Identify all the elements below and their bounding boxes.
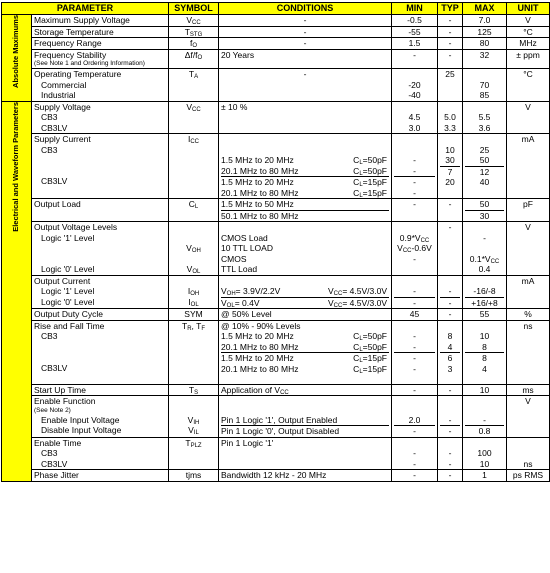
min-cell: 4.5 3.0 [392, 101, 438, 134]
max-cell: - $0.1*V_{CC}$ 0.4 [463, 222, 507, 276]
symbol-cell: $f_O$ [169, 38, 219, 50]
min-cell: -20 -40 [392, 69, 438, 102]
table-row [2, 134, 550, 199]
unit-cell: V [507, 15, 550, 27]
condition-cell: ± 10 % [219, 101, 392, 134]
min-cell: $0.9*V_{CC}$ $V_{CC}-0.6V$ - [392, 222, 438, 276]
min-cell: - [392, 49, 438, 69]
table-row [2, 309, 550, 321]
specifications-table [1, 2, 550, 482]
max-cell: 70 85 [463, 69, 507, 102]
typ-cell: - [438, 384, 463, 396]
table-row [2, 437, 550, 470]
unit-cell: V [507, 396, 550, 438]
min-cell: 2.0 - [392, 396, 438, 438]
condition-cell: - [219, 38, 392, 50]
max-cell: - 0.8 [463, 396, 507, 438]
max-cell: 10 8 8 4 [463, 320, 507, 384]
min-cell: - - - - [392, 320, 438, 384]
symbol-cell: $T_S$ [169, 384, 219, 396]
param-cell: Enable Time CB3 CB3LV [32, 437, 169, 470]
max-cell: 5.5 3.6 [463, 101, 507, 134]
unit-cell: ns [507, 320, 550, 384]
min-cell: - [392, 384, 438, 396]
unit-cell: ± ppm [507, 49, 550, 69]
header-unit: UNIT [507, 3, 550, 15]
symbol-cell: $I_{OH}$ $I_{OL}$ [169, 275, 219, 309]
symbol-cell: tjms [169, 470, 219, 482]
table-row [2, 199, 550, 222]
param-cell: Output Voltage Levels Logic '1' Level Logic '0' Level [32, 222, 169, 276]
param-cell: Output Load [32, 199, 169, 222]
unit-cell: V [507, 101, 550, 134]
unit-cell: % [507, 309, 550, 321]
param-cell: Frequency Stability (See Note 1 and Ordering Information) [32, 49, 169, 69]
typ-cell: - [438, 26, 463, 38]
header-parameter: PARAMETER [2, 3, 169, 15]
table-row [2, 396, 550, 438]
condition-cell: - [219, 15, 392, 27]
typ-cell: - [438, 470, 463, 482]
typ-cell: - - [438, 275, 463, 309]
typ-cell: - [438, 222, 463, 276]
note-text: (See Note 2) [34, 406, 71, 414]
param-cell: Supply Current CB3 CB3LV [32, 134, 169, 199]
typ-cell: - [438, 199, 463, 222]
symbol-cell: $T_{PLZ}$ [169, 437, 219, 470]
typ-cell: - [438, 309, 463, 321]
condition-cell: 1.5 MHz to 20 MHz $C_L=50pF$ 20.1 MHz to 80 MHz $C_L=50pF$ 1.5 MHz to 20 MHz $C_L=15pF$ 20.1 MHz to 80 MHz $C_L=15pF$ [219, 134, 392, 199]
max-cell: -16/-8 +16/+8 [463, 275, 507, 309]
param-cell: Enable Function (See Note 2) Enable Input Voltage Disable Input Voltage [32, 396, 169, 438]
min-cell: - - [392, 437, 438, 470]
condition-cell: - [219, 69, 392, 102]
condition-cell: @ 50% Level [219, 309, 392, 321]
unit-cell: °C [507, 69, 550, 102]
symbol-cell: $V_{OH}$ $V_{OL}$ [169, 222, 219, 276]
symbol-cell: $T_{STG}$ [169, 26, 219, 38]
section-absolute-maximums [2, 15, 32, 102]
table-row [2, 38, 550, 50]
max-cell: 7.0 [463, 15, 507, 27]
unit-cell: V [507, 222, 550, 276]
condition-cell: Bandwidth 12 kHz - 20 MHz [219, 470, 392, 482]
condition-cell: Pin 1 Logic '1' [219, 437, 392, 470]
max-cell: 10 [463, 384, 507, 396]
typ-cell: - - [438, 437, 463, 470]
header-min: MIN [392, 3, 438, 15]
section-electrical-waveform [2, 101, 32, 481]
typ-cell: 8 4 6 3 [438, 320, 463, 384]
section-label: Electrical and Waveform Parameters [11, 101, 21, 232]
max-cell: 55 [463, 309, 507, 321]
min-cell: 45 [392, 309, 438, 321]
unit-cell: pF [507, 199, 550, 222]
table-row [2, 49, 550, 69]
header-conditions: CONDITIONS [219, 3, 392, 15]
param-cell: Maximum Supply Voltage [32, 15, 169, 27]
min-cell: - - - - [392, 134, 438, 199]
typ-cell: 25 [438, 69, 463, 102]
typ-cell: - - [438, 396, 463, 438]
condition-cell: CMOS Load 10 TTL LOAD CMOS TTL Load [219, 222, 392, 276]
max-cell: 125 [463, 26, 507, 38]
param-cell: Start Up Time [32, 384, 169, 396]
table-row [2, 69, 550, 102]
header-row [2, 3, 550, 15]
min-cell: - [392, 470, 438, 482]
max-cell: 32 [463, 49, 507, 69]
condition-cell: - [219, 26, 392, 38]
header-max: MAX [463, 3, 507, 15]
max-cell: 80 [463, 38, 507, 50]
max-cell: 1 [463, 470, 507, 482]
min-cell: - - [392, 275, 438, 309]
symbol-cell: $V_{CC}$ [169, 101, 219, 134]
table-row [2, 222, 550, 276]
table-row [2, 101, 550, 134]
typ-cell: 10 30 7 20 [438, 134, 463, 199]
param-cell: Storage Temperature [32, 26, 169, 38]
condition-cell: Application of $V_{CC}$ [219, 384, 392, 396]
typ-cell: - [438, 15, 463, 27]
param-cell: Frequency Range [32, 38, 169, 50]
param-cell: Rise and Fall Time CB3 CB3LV [32, 320, 169, 384]
min-cell: 1.5 [392, 38, 438, 50]
unit-cell: ps RMS [507, 470, 550, 482]
symbol-cell: SYM [169, 309, 219, 321]
table-row [2, 384, 550, 396]
min-cell: - [392, 199, 438, 222]
unit-cell: mA [507, 275, 550, 309]
param-cell: Phase Jitter [32, 470, 169, 482]
condition-cell: @ 10% - 90% Levels 1.5 MHz to 20 MHz $C_L=50pF$ 20.1 MHz to 80 MHz $C_L=50pF$ 1.5 MHz to 20 MHz $C_L=15pF$ 20.1 MHz to 80 MHz $C_L=15pF$ [219, 320, 392, 384]
symbol-cell: $V_{CC}$ [169, 15, 219, 27]
note-text: (See Note 1 and Ordering Information) [34, 60, 145, 67]
typ-cell: - [438, 49, 463, 69]
param-cell: Operating Temperature Commercial Industrial [32, 69, 169, 102]
max-cell: 25 50 12 40 [463, 134, 507, 199]
header-symbol: SYMBOL [169, 3, 219, 15]
section-label: Absolute Maximums [11, 15, 21, 88]
typ-cell: 5.0 3.3 [438, 101, 463, 134]
unit-cell: ms [507, 384, 550, 396]
max-cell: 50 30 [463, 199, 507, 222]
condition-cell: 1.5 MHz to 50 MHz 50.1 MHz to 80 MHz [219, 199, 392, 222]
param-cell: Output Duty Cycle [32, 309, 169, 321]
condition-cell: $V_{OH}= 3.9V/2.2V$ $V_{CC}= 4.5V/3.0V$ $V_{OL}= 0.4V$ $V_{CC}= 4.5V/3.0V$ [219, 275, 392, 309]
table-row [2, 470, 550, 482]
symbol-cell: $V_{IH}$ $V_{IL}$ [169, 396, 219, 438]
condition-cell: Pin 1 Logic '1', Output Enabled Pin 1 Logic '0', Output Disabled [219, 396, 392, 438]
header-typ: TYP [438, 3, 463, 15]
table-row [2, 320, 550, 384]
max-cell: 100 10 [463, 437, 507, 470]
param-cell: Output Current Logic '1' Level Logic '0' Level [32, 275, 169, 309]
symbol-cell: $T_A$ [169, 69, 219, 102]
table-row [2, 275, 550, 309]
min-cell: -55 [392, 26, 438, 38]
table-row [2, 15, 550, 27]
unit-cell: mA [507, 134, 550, 199]
symbol-cell: $I_{CC}$ [169, 134, 219, 199]
unit-cell: °C [507, 26, 550, 38]
symbol-cell: $\Delta f/f_O$ [169, 49, 219, 69]
typ-cell: - [438, 38, 463, 50]
unit-cell: MHz [507, 38, 550, 50]
min-cell: -0.5 [392, 15, 438, 27]
param-cell: Supply Voltage CB3 CB3LV [32, 101, 169, 134]
symbol-cell: $T_R$, $T_F$ [169, 320, 219, 384]
symbol-cell: $C_L$ [169, 199, 219, 222]
unit-cell: ns [507, 437, 550, 470]
table-row [2, 26, 550, 38]
condition-cell: 20 Years [219, 49, 392, 69]
